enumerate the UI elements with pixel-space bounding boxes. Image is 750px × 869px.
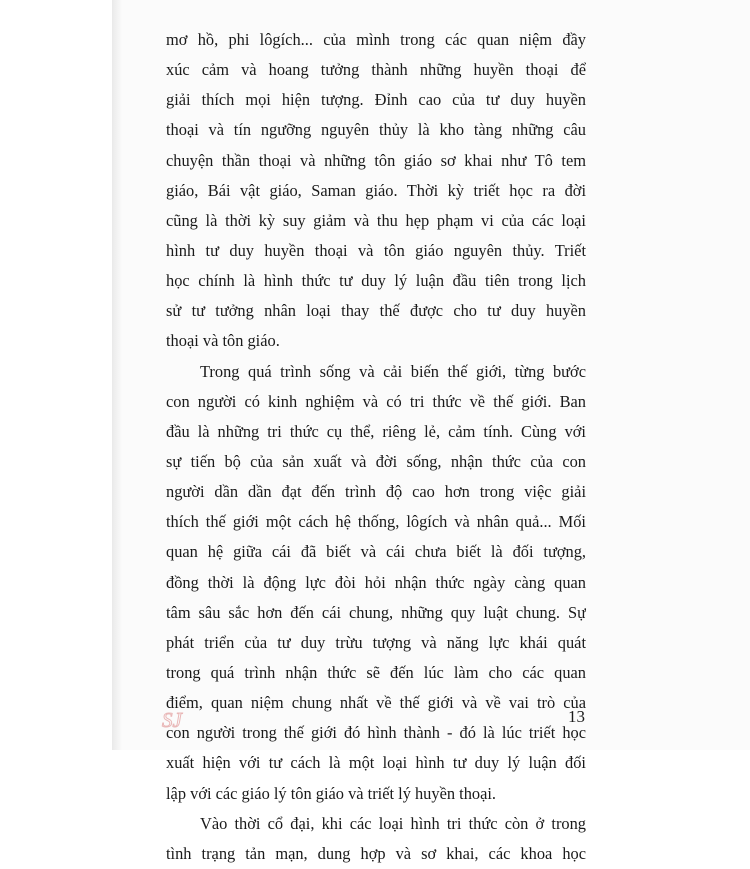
text-line: Trong quá trình sống và cải biến thế giới, từng bước xyxy=(200,361,586,381)
paragraph-1 xyxy=(166,25,586,357)
text-line: trong quá trình nhận thức sẽ đến lúc làm cho các quan xyxy=(166,662,586,682)
text-line: thoại và tôn giáo. xyxy=(166,331,280,351)
text-line: mơ hồ, phi lôgích... của mình trong các quan niệm đầy xyxy=(166,30,586,49)
text-line: chuyện thần thoại và những tôn giáo sơ khai như Tô tem xyxy=(166,150,586,170)
text-line: đầu là những tri thức cụ thể, riêng lẻ, cảm tính. Cùng với xyxy=(166,421,586,441)
body-text xyxy=(166,25,586,869)
page-number: 13 xyxy=(568,707,585,726)
text-line: quan hệ giữa cái đã biết và cái chưa biết là đối tượng, xyxy=(166,542,586,562)
text-line: sự tiến bộ của sản xuất và đời sống, nhận thức của con xyxy=(166,451,586,471)
paragraph-3 xyxy=(166,809,586,869)
page-gutter-shadow xyxy=(112,0,122,750)
publisher-watermark-logo xyxy=(160,706,190,732)
paragraph-2 xyxy=(166,357,586,809)
text-line: phát triển của tư duy trừu tượng và năng lực khái quát xyxy=(166,632,586,652)
text-line: xúc cảm và hoang tưởng thành những huyền thoại để xyxy=(166,60,586,80)
text-line: xuất hiện với tư cách là một loại hình tư duy lý luận đối xyxy=(166,753,586,773)
text-line: đồng thời là động lực đòi hỏi nhận thức ngày càng quan xyxy=(166,572,586,592)
svg-text:SJ: SJ xyxy=(162,708,182,732)
text-line: tình trạng tản mạn, dung hợp và sơ khai, các khoa học xyxy=(166,843,586,863)
text-line: giải thích mọi hiện tượng. Đỉnh cao của tư duy huyền xyxy=(166,90,586,110)
text-line: người dần dần đạt đến trình độ cao hơn trong việc giải xyxy=(166,482,586,502)
text-line: điểm, quan niệm chung nhất về thế giới và về vai trò của xyxy=(166,693,586,713)
text-line: thích thế giới một cách hệ thống, lôgích và nhân quả... Mối xyxy=(166,512,586,532)
text-line: sử tư tưởng nhân loại thay thế được cho tư duy huyền xyxy=(166,301,586,321)
text-line: lập với các giáo lý tôn giáo và triết lý huyền thoại. xyxy=(166,783,497,803)
text-line: hình tư duy huyền thoại và tôn giáo nguyên thủy. Triết xyxy=(166,240,586,260)
text-line: thoại và tín ngưỡng nguyên thủy là kho tàng những câu xyxy=(166,120,586,140)
text-line: Vào thời cổ đại, khi các loại hình tri thức còn ở trong xyxy=(200,813,586,833)
text-line: cũng là thời kỳ suy giảm và thu hẹp phạm vi của các loại xyxy=(166,210,586,230)
text-line: con người có kinh nghiệm và có tri thức về thế giới. Ban xyxy=(166,391,586,411)
text-line: học chính là hình thức tư duy lý luận đầu tiên trong lịch xyxy=(166,271,586,291)
text-line: giáo, Bái vật giáo, Saman giáo. Thời kỳ triết học ra đời xyxy=(166,180,586,200)
text-line: con người trong thế giới đó hình thành - đó là lúc triết học xyxy=(166,723,586,743)
text-line: tâm sâu sắc hơn đến cái chung, những quy luật chung. Sự xyxy=(166,602,586,622)
